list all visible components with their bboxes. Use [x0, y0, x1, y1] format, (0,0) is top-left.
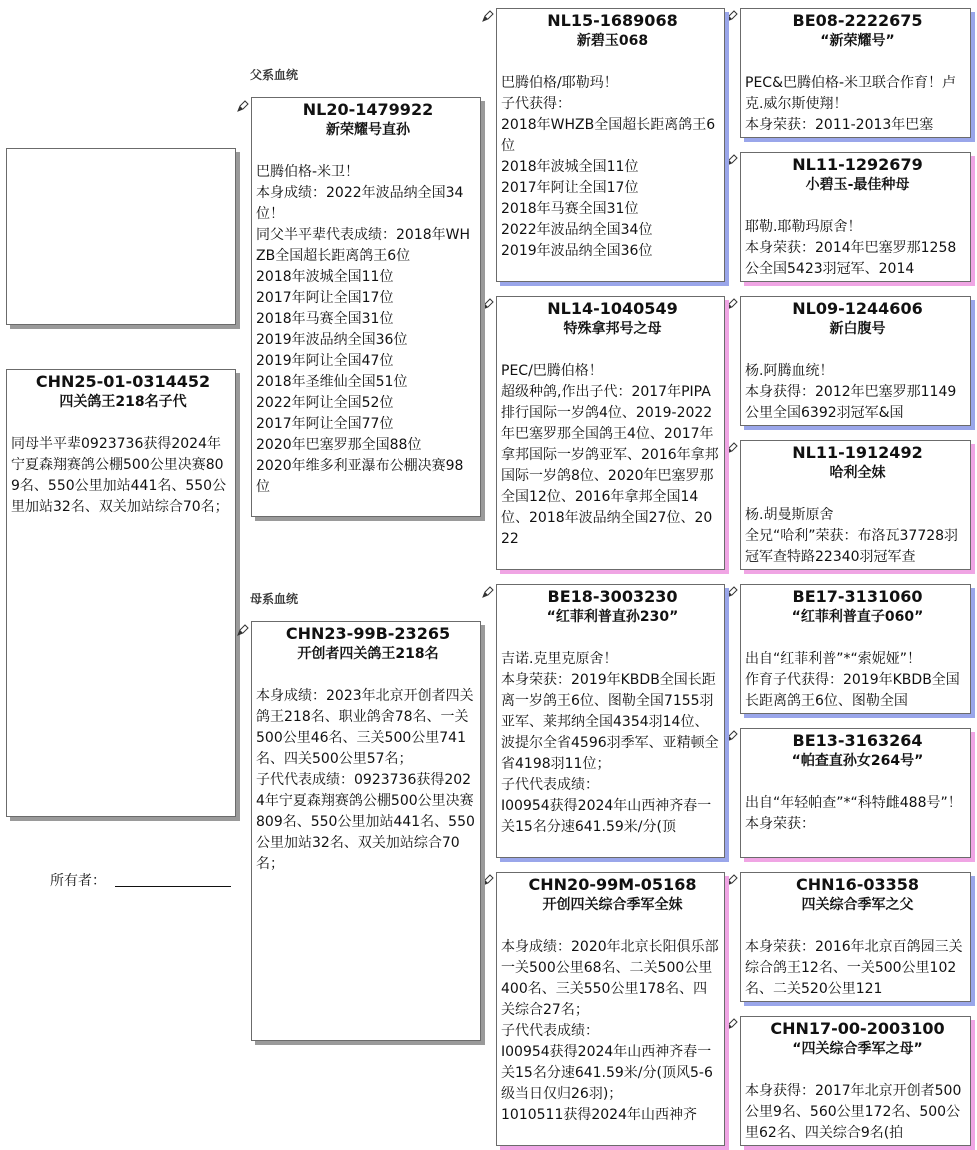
- ds-dam-card[interactable]: [740, 728, 971, 858]
- dam-description: 本身成绩：2023年北京开创者四关鸽王218名、职业鸽舍78名、一关500公里46名、三关500公里741名、四关500公里57名； 子代代表成绩：0923736获得2024年宁夏森翔赛鸽公棚500公里决赛809名、550公里加站441名、550公里加站32名、双关加站综合70名；: [256, 688, 475, 872]
- dam-section-label: 母系血统: [250, 592, 299, 606]
- ds-sire-name: “红菲利普直子060”: [791, 609, 924, 625]
- sd-sire-description: 杨.阿腾血统！ 本身获得：2012年巴塞罗那1149公里全国6392羽冠军&国: [745, 363, 957, 421]
- sire-ring-number: NL20-1479922: [302, 100, 434, 119]
- edit-pen-icon[interactable]: [481, 873, 495, 887]
- dd-sire-ring-number: CHN16-03358: [795, 875, 920, 894]
- subject-description: 同母半平辈0923736获得2024年宁夏森翔赛鸽公棚500公里决赛809名、550公里加站441名、550公里加站32名、双关加站综合70名；: [11, 436, 229, 515]
- ss-dam-name: 小碧玉-最佳种母: [805, 177, 910, 193]
- ds-dam-description: 出自“年轻帕查”*“科特雌488号”！ 本身荣获：: [745, 795, 962, 832]
- dd-dam-description: 本身获得：2017年北京开创者500公里9名、560公里172名、500公里62名、四关综合9名(拍: [745, 1083, 962, 1141]
- dd-dam-name: “四关综合季军之母”: [792, 1041, 923, 1057]
- sire-sire-name: 新碧玉068: [576, 33, 649, 49]
- dam-dam-ring-number: CHN20-99M-05168: [528, 875, 697, 894]
- dam-sire-name: “红菲利普直孙230”: [546, 609, 679, 625]
- ss-dam-card[interactable]: [740, 152, 971, 282]
- edit-pen-icon[interactable]: [725, 585, 739, 599]
- sd-dam-name: 哈利全妹: [829, 465, 886, 481]
- dam-dam-description: 本身成绩：2020年北京长阳俱乐部一关500公里68名、二关500公里400名、三关550公里178名、四关综合27名； 子代代表成绩： I00954获得2024年山西神齐春一关15名分速641.59米/分(顶风5-6级当日仅归26羽)； 1010511获得2024年山西神齐: [501, 939, 719, 1123]
- dam-sire-ring-number: BE18-3003230: [547, 587, 678, 606]
- sire-name: 新荣耀号直孙: [326, 122, 410, 138]
- sd-dam-description: 杨.胡曼斯原舍 全兄“哈利”荣获：布洛瓦37728羽冠军查特路22340羽冠军查: [745, 507, 959, 565]
- sd-sire-card[interactable]: [740, 296, 971, 426]
- dam-card[interactable]: [251, 621, 481, 1041]
- edit-pen-icon[interactable]: [725, 153, 739, 167]
- owner-label: 所有者：: [50, 873, 106, 889]
- sire-sire-ring-number: NL15-1689068: [547, 11, 678, 30]
- dam-dam-card[interactable]: [496, 872, 725, 1146]
- edit-pen-icon[interactable]: [725, 9, 739, 23]
- edit-pen-icon[interactable]: [236, 99, 250, 113]
- photo-frame: [6, 148, 236, 325]
- ss-dam-ring-number: NL11-1292679: [792, 155, 923, 174]
- sire-dam-description: PEC/巴腾伯格！ 超级种鸽,作出子代：2017年PIPA排行国际一岁鸽4位、2019-2022年巴塞罗那全国鸽王4位、2017年拿邦国际一岁鸽亚军、2016年拿邦国际一岁鸽8位、2020年巴塞罗那全国12位、2016年拿邦全国14位、2018年波品纳全国27位、2022: [501, 363, 719, 547]
- dam-dam-name: 开创四关综合季军全妹: [542, 897, 683, 913]
- edit-pen-icon[interactable]: [725, 873, 739, 887]
- ds-sire-card[interactable]: [740, 584, 971, 714]
- ss-sire-description: PEC&巴腾伯格-米卫联合作育！卢克.威尔斯使翔！ 本身荣获：2011-2013年巴塞: [745, 75, 957, 133]
- ss-dam-description: 耶勒.耶勒玛原舍！ 本身荣获：2014年巴塞罗那1258公全国5423羽冠军、2014: [745, 219, 957, 277]
- sire-dam-ring-number: NL14-1040549: [547, 299, 678, 318]
- sd-sire-ring-number: NL09-1244606: [792, 299, 923, 318]
- sire-description: 巴腾伯格-米卫！ 本身成绩：2022年波品纳全国34位！ 同父半平辈代表成绩：2018年WHZB全国超长距离鸽王6位 2018年波城全国11位 2017年阿让全国17位 2018年马赛全国31位 2019年波品纳全国36位 2019年阿让全国47位 2018年圣维仙全国51位 2022年阿让全国52位 2017年阿让全国77位 2020年巴塞罗那全国88位 2020年维多利亚瀑布公棚决赛98位: [256, 164, 470, 495]
- ss-sire-ring-number: BE08-2222675: [792, 11, 923, 30]
- edit-pen-icon[interactable]: [481, 9, 495, 23]
- sire-dam-card[interactable]: [496, 296, 725, 570]
- ss-sire-card[interactable]: [740, 8, 971, 138]
- sire-dam-name: 特殊拿邦号之母: [563, 321, 662, 337]
- dd-sire-description: 本身荣获：2016年北京百鸽园三关综合鸽王12名、一关500公里102名、二关520公里121: [745, 939, 963, 997]
- edit-pen-icon[interactable]: [725, 297, 739, 311]
- edit-pen-icon[interactable]: [481, 585, 495, 599]
- dam-sire-description: 吉诺.克里克原舍！ 本身荣获：2019年KBDB全国长距离一岁鸽王6位、图勒全国7155羽亚军、莱邦纳全国4354羽14位、波提尔全省4596羽季军、亚精顿全省4198羽11位； 子代代表成绩： I00954获得2024年山西神齐春一关15名分速641.59米/分(顶: [501, 651, 719, 835]
- sd-dam-ring-number: NL11-1912492: [792, 443, 923, 462]
- ds-dam-name: “帕查直孙女264号”: [791, 753, 924, 769]
- subject-card[interactable]: [6, 369, 236, 817]
- dd-sire-name: 四关综合季军之父: [801, 897, 914, 913]
- sd-dam-card[interactable]: [740, 440, 971, 570]
- ds-sire-ring-number: BE17-3131060: [792, 587, 923, 606]
- subject-ring-number: CHN25-01-0314452: [35, 372, 211, 391]
- edit-pen-icon[interactable]: [236, 623, 250, 637]
- ss-sire-name: “新荣耀号”: [820, 33, 895, 49]
- edit-pen-icon[interactable]: [725, 1017, 739, 1031]
- edit-pen-icon[interactable]: [481, 297, 495, 311]
- sire-sire-description: 巴腾伯格/耶勒玛！ 子代获得： 2018年WHZB全国超长距离鸽王6位 2018年波城全国11位 2017年阿让全国17位 2018年马赛全国31位 2022年波品纳全国34位 2019年波品纳全国36位: [501, 75, 716, 259]
- ds-sire-description: 出自“红菲利普”*“索妮娅”！ 作育子代获得：2019年KBDB全国长距离鸽王6位、图勒全国: [745, 651, 960, 709]
- dam-sire-card[interactable]: [496, 584, 725, 858]
- dam-ring-number: CHN23-99B-23265: [285, 624, 451, 643]
- edit-pen-icon[interactable]: [725, 729, 739, 743]
- subject-name: 四关鸽王218名子代: [59, 394, 187, 410]
- dd-dam-ring-number: CHN17-00-2003100: [770, 1019, 945, 1038]
- owner-signature-line: [115, 886, 231, 887]
- dd-sire-card[interactable]: [740, 872, 971, 1002]
- sd-sire-name: 新白腹号: [829, 321, 886, 337]
- ds-dam-ring-number: BE13-3163264: [792, 731, 923, 750]
- dd-dam-card[interactable]: [740, 1016, 971, 1146]
- edit-pen-icon[interactable]: [725, 441, 739, 455]
- dam-name: 开创者四关鸽王218名: [297, 646, 439, 662]
- sire-section-label: 父系血统: [250, 68, 299, 82]
- sire-sire-card[interactable]: [496, 8, 725, 282]
- sire-card[interactable]: [251, 97, 481, 517]
